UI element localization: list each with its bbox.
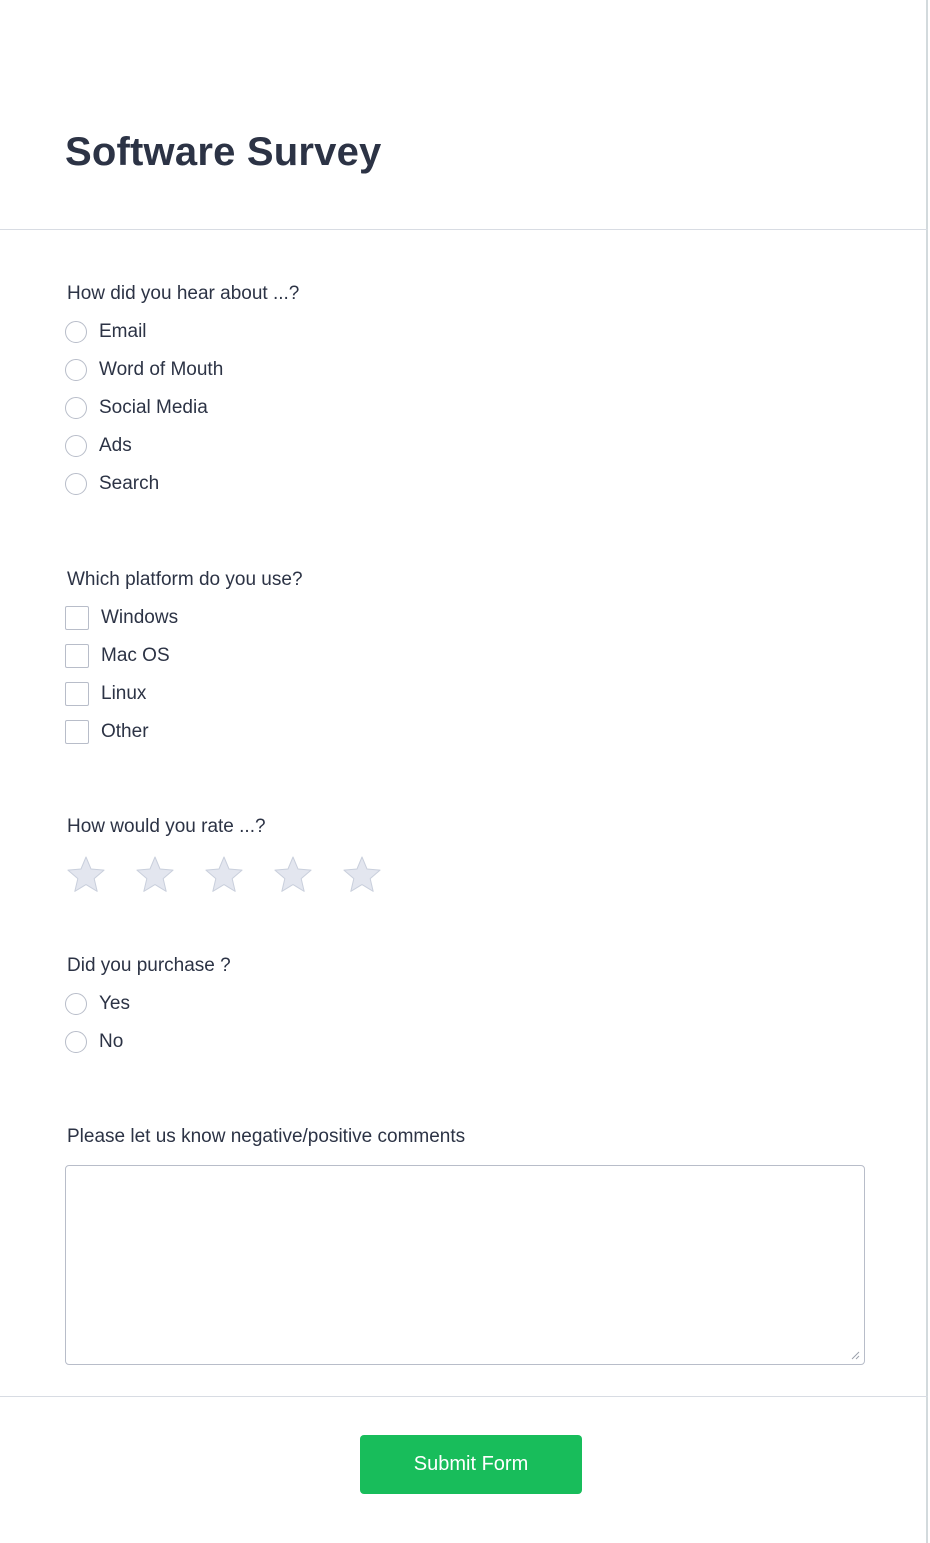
star-icon[interactable] (134, 854, 176, 896)
option-label: Linux (101, 683, 147, 704)
star-icon[interactable] (272, 854, 314, 896)
comments-textarea[interactable] (65, 1165, 865, 1365)
radio-button[interactable] (65, 321, 87, 343)
radio-button[interactable] (65, 435, 87, 457)
radio-option-no[interactable] (65, 1030, 865, 1054)
question-purchase (65, 954, 865, 1054)
radio-option-ads[interactable] (65, 434, 865, 458)
question-label: How would you rate ...? (67, 816, 266, 837)
option-label: Search (99, 473, 160, 494)
radio-button[interactable] (65, 397, 87, 419)
radio-option-yes[interactable] (65, 992, 865, 1016)
question-label: How did you hear about ...? (67, 283, 300, 304)
checkbox[interactable] (65, 644, 89, 668)
checkbox[interactable] (65, 682, 89, 706)
question-rating (65, 815, 865, 897)
option-label: No (99, 1031, 124, 1052)
checkbox-option-windows[interactable] (65, 606, 865, 630)
question-label: Which platform do you use? (67, 569, 303, 590)
option-label: Yes (99, 993, 130, 1014)
radio-option-social-media[interactable] (65, 396, 865, 420)
option-label: Ads (99, 435, 132, 456)
checkbox-option-linux[interactable] (65, 682, 865, 706)
option-label: Mac OS (101, 645, 170, 666)
radio-button[interactable] (65, 473, 87, 495)
radio-button[interactable] (65, 1031, 87, 1053)
submit-form-button[interactable]: Submit Form (360, 1435, 582, 1494)
star-icon[interactable] (65, 854, 107, 896)
question-platform (65, 568, 865, 744)
question-label: Did you purchase ? (67, 955, 231, 976)
radio-button[interactable] (65, 359, 87, 381)
resize-handle-icon[interactable] (850, 1350, 860, 1360)
star-rating (65, 853, 865, 897)
checkbox[interactable] (65, 606, 89, 630)
radio-button[interactable] (65, 993, 87, 1015)
option-label: Other (101, 721, 149, 742)
checkbox[interactable] (65, 720, 89, 744)
option-label: Word of Mouth (99, 359, 224, 380)
star-icon[interactable] (203, 854, 245, 896)
question-comments (65, 1125, 865, 1365)
star-icon[interactable] (341, 854, 383, 896)
radio-option-word-of-mouth[interactable] (65, 358, 865, 382)
question-label: Please let us know negative/positive comments (67, 1126, 466, 1147)
radio-option-email[interactable] (65, 320, 865, 344)
option-label: Social Media (99, 397, 208, 418)
form-footer (0, 1396, 928, 1543)
checkbox-option-other[interactable] (65, 720, 865, 744)
form-header (0, 0, 928, 230)
option-label: Windows (101, 607, 179, 628)
checkbox-option-mac-os[interactable] (65, 644, 865, 668)
page-title: Software Survey (65, 130, 382, 174)
option-label: Email (99, 321, 147, 342)
radio-option-search[interactable] (65, 472, 865, 496)
question-hear-about (65, 282, 865, 496)
